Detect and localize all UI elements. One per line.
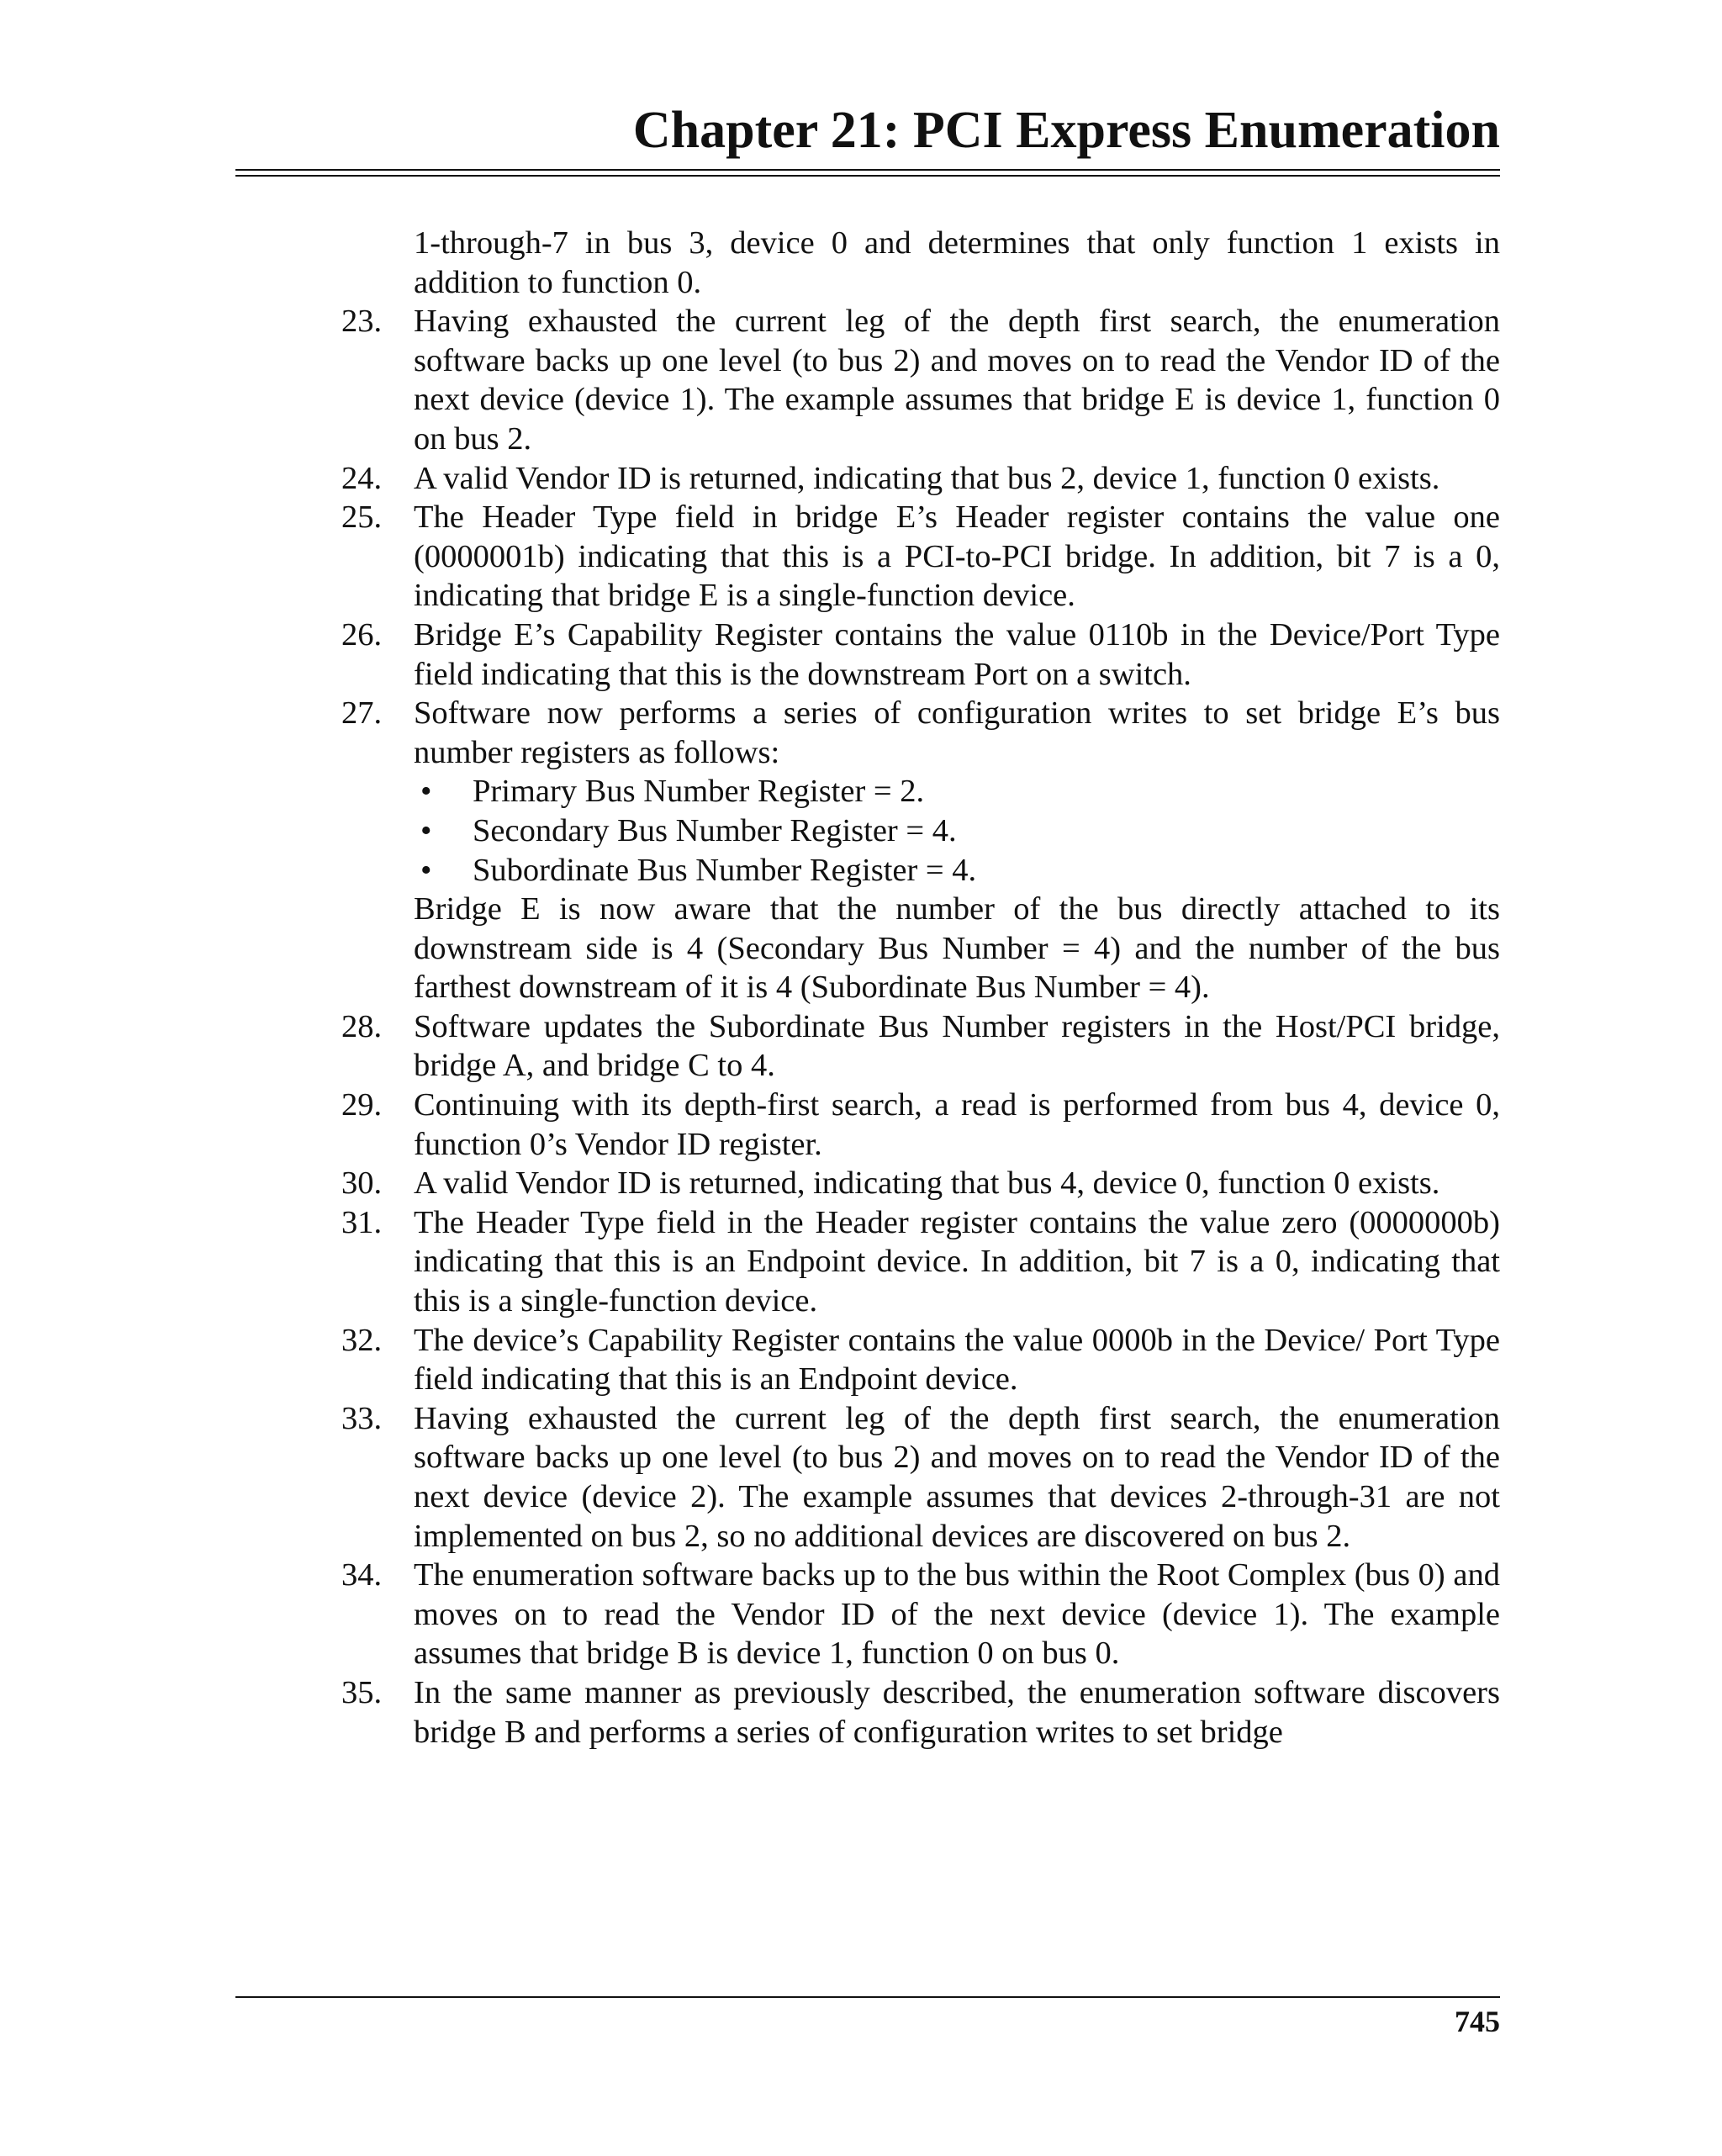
bullet-item <box>420 772 1500 811</box>
list-item-31 <box>341 1203 1500 1321</box>
item-number: 35. <box>341 1674 383 1710</box>
header-rule-bottom <box>235 175 1500 177</box>
bullet-text: Primary Bus Number Register = 2. <box>473 774 925 810</box>
list-item-24 <box>341 459 1500 499</box>
bullet-item <box>420 811 1500 851</box>
list-item-34 <box>341 1556 1500 1673</box>
item-number: 34. <box>341 1557 383 1593</box>
item-number: 32. <box>341 1322 383 1358</box>
list-item-30 <box>341 1164 1500 1203</box>
item-number: 33. <box>341 1400 383 1436</box>
list-item-25 <box>341 498 1500 616</box>
list-item-29 <box>341 1086 1500 1164</box>
item-text: Having exhausted the current leg of the depth first search, the enumeration software backs up one level (to bus 2) and moves on to read the Vendor ID of the next device (device 2). The example assumes that devices 2-through-31 are not implemented on bus 2, so no additional devices are discovered on bus 2. <box>414 1400 1500 1554</box>
item-text: A valid Vendor ID is returned, indicating that bus 4, device 0, function 0 exists. <box>414 1165 1440 1202</box>
bullet-text: Subordinate Bus Number Register = 4. <box>473 852 977 888</box>
item-number: 26. <box>341 616 383 653</box>
list-item-26 <box>341 616 1500 694</box>
body-text <box>235 224 1500 1752</box>
bullet-icon: • <box>420 774 432 810</box>
list-item-23 <box>341 302 1500 458</box>
list-item-32 <box>341 1321 1500 1399</box>
item-text: In the same manner as previously described, the enumeration software discovers bridge B and performs a series of configuration writes to set bridge <box>414 1674 1500 1750</box>
item-text: A valid Vendor ID is returned, indicating that bus 2, device 1, function 0 exists. <box>414 460 1440 496</box>
item-number: 28. <box>341 1008 383 1044</box>
list-item-28 <box>341 1007 1500 1086</box>
item-text: The Header Type field in the Header register contains the value zero (0000000b) indicating that this is an Endpoint device. In addition, bit 7 is a 0, indicating that this is a single-function device. <box>414 1204 1500 1319</box>
continuation-paragraph: 1-through-7 in bus 3, device 0 and determines that only function 1 exists in addition to function 0. <box>414 225 1500 300</box>
item-number: 31. <box>341 1204 383 1240</box>
list-item-27 <box>341 694 1500 772</box>
chapter-title: Chapter 21: PCI Express Enumeration <box>632 102 1500 159</box>
bullet-text: Secondary Bus Number Register = 4. <box>473 812 957 848</box>
bullet-icon: • <box>420 812 432 848</box>
item-text: Continuing with its depth-first search, a read is performed from bus 4, device 0, function 0’s Vendor ID register. <box>414 1087 1500 1162</box>
item-text: Software now performs a series of configuration writes to set bridge E’s bus number registers as follows: <box>414 695 1500 770</box>
item-text: The enumeration software backs up to the bus within the Root Complex (bus 0) and moves on to read the Vendor ID of the next device (device 1). The example assumes that bridge B is device 1, function 0 on bus 0. <box>414 1557 1500 1672</box>
list-item-33 <box>341 1399 1500 1556</box>
footer-rule <box>235 1996 1500 1998</box>
item-text: Having exhausted the current leg of the depth first search, the enumeration software backs up one level (to bus 2) and moves on to read the Vendor ID of the next device (device 1). The example assumes that bridge E is device 1, function 0 on bus 2. <box>414 304 1500 457</box>
item-number: 25. <box>341 499 383 536</box>
item-number: 23. <box>341 304 383 340</box>
item-text: The Header Type field in bridge E’s Header register contains the value one (0000001b) indicating that this is a PCI-to-PCI bridge. In addition, bit 7 is a 0, indicating that bridge E is a single-function device. <box>414 499 1500 614</box>
header-rule-top <box>235 169 1500 171</box>
bullet-item <box>420 851 1500 890</box>
item-text: Software updates the Subordinate Bus Number registers in the Host/PCI bridge, bridge A, and bridge C to 4. <box>414 1008 1500 1084</box>
item-text: Bridge E’s Capability Register contains the value 0110b in the Device/Port Type field indicating that this is the downstream Port on a switch. <box>414 616 1500 692</box>
page-number: 745 <box>1455 2005 1500 2038</box>
item-number: 24. <box>341 460 383 496</box>
item-number: 27. <box>341 695 383 732</box>
item-number: 29. <box>341 1087 383 1123</box>
bullet-icon: • <box>420 852 432 888</box>
list-item-35 <box>341 1673 1500 1752</box>
item-number: 30. <box>341 1165 383 1202</box>
item-27-followup-paragraph: Bridge E is now aware that the number of the bus directly attached to its downstream side is 4 (Secondary Bus Number = 4) and the number of the bus farthest downstream of it is 4 (Subordinate Bus Number = 4). <box>414 891 1500 1006</box>
item-text: The device’s Capability Register contains the value 0000b in the Device/ Port Type field indicating that this is an Endpoint device. <box>414 1322 1500 1398</box>
